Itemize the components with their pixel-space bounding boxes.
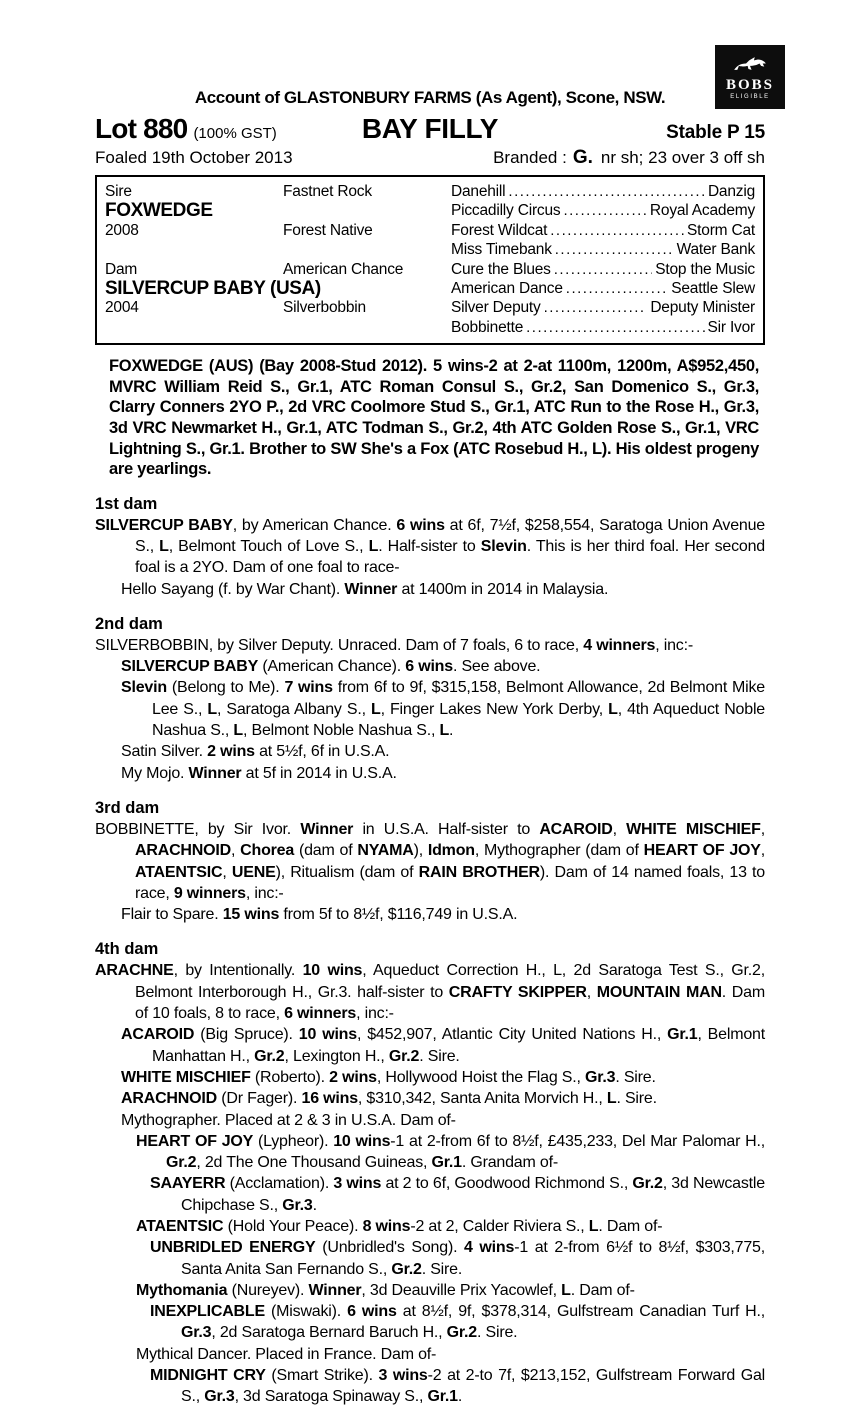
sire-summary: FOXWEDGE (AUS) (Bay 2008-Stud 2012). 5 wins-2 at 2-at 1100m, 1200m, A$952,450, MVRC William Reid S., Gr.1, ATC Roman Consul S., Gr.2, San Domenico S., Gr.3, Clarry Conners 2YO P., 2d VRC Coolmore Stud S., Gr.1, ATC Run to the Rose H., Gr.3, 3d VRC Newmarket H., Gr.1, ATC Todman S., Gr.2, 4th ATC Golden Rose S., Gr.1, VRC Lightning S., Gr.1. Brother to SW She's a Fox (ATC Rosebud H., L). His oldest progeny are yearlings. — [109, 357, 759, 479]
pedigree-note-paragraph: Mythical Dancer. Placed in France. Dam of- — [136, 1345, 437, 1363]
ancestor-name: Bobbinette — [451, 318, 524, 336]
lot-row — [95, 113, 765, 144]
catalogue-page — [95, 45, 775, 1408]
pedigree-note-paragraph: ARACHNE, by Intentionally. 10 wins, Aqueduct Correction H., L, 2d Saratoga Test S., Gr.2, Belmont Interborough H., Gr.3. half-sister to CRAFTY SKIPPER, MOUNTAIN MAN. Dam of 10 foals, 8 to race, 6 winners, inc:- — [95, 962, 765, 1023]
dot-leader — [508, 182, 705, 201]
pedigree-ancestor-row — [451, 260, 755, 279]
dot-leader — [550, 221, 684, 240]
dot-leader — [555, 240, 674, 259]
pedigree-parent-name: Forest Native — [283, 221, 373, 239]
pedigree-note-paragraph: Hello Sayang (f. by War Chant). Winner at 1400m in 2014 in Malaysia. — [121, 580, 609, 598]
ancestor-sire-name: Royal Academy — [649, 202, 755, 220]
pedigree-label — [105, 240, 283, 259]
bobs-logo — [715, 45, 785, 109]
pedigree-parent-name: Fastnet Rock — [283, 183, 372, 200]
brand-detail: nr sh; 23 over 3 off sh — [600, 148, 765, 167]
bobs-logo-text: BOBS — [725, 76, 775, 93]
pedigree-note-paragraph: Slevin (Belong to Me). 7 wins from 6f to 9f, $315,158, Belmont Allowance, 2d Belmont Mike Lee S., L, Saratoga Albany S., L, Finger Lakes New York Derby, L, 4th Aqueduct Noble Nashua S., L, Belmont Noble Nashua S., L. — [121, 679, 765, 740]
dam-sections — [95, 494, 765, 1408]
ancestor-sire-name: Water Bank — [676, 241, 755, 259]
horse-icon — [729, 54, 771, 78]
foaled-row — [95, 147, 765, 168]
ancestor-name: Forest Wildcat — [451, 221, 548, 239]
pedigree-principal-name: SILVERCUP BABY (USA) — [105, 277, 321, 299]
dam-section-heading: 3rd dam — [95, 798, 160, 817]
pedigree-label: 2004 — [105, 299, 139, 317]
horse-description: BAY FILLY — [361, 113, 499, 144]
pedigree-note-paragraph: BOBBINETTE, by Sir Ivor. Winner in U.S.A. Half-sister to ACAROID, WHITE MISCHIEF, ARACHNOID, Chorea (dam of NYAMA), Idmon, Mythographer (dam of HEART OF JOY, ATAENTSIC, UENE), Ritualism (dam of RAIN BROTHER). Dam of 14 named foals, 13 to race, 9 winners, inc:- — [95, 820, 765, 902]
pedigree-ancestor-row — [451, 221, 755, 240]
pedigree-note-paragraph: SILVERBOBBIN, by Silver Deputy. Unraced. Dam of 7 foals, 6 to race, 4 winners, inc:- — [95, 636, 693, 654]
ancestor-sire-name: Stop the Music — [655, 260, 755, 278]
pedigree-note-paragraph: SILVERCUP BABY (American Chance). 6 wins. See above. — [121, 658, 541, 676]
pedigree-note-paragraph: HEART OF JOY (Lypheor). 10 wins-1 at 2-from 6f to 8½f, £435,233, Del Mar Palomar H., Gr.2, 2d The One Thousand Guineas, Gr.1. Grandam of- — [136, 1132, 765, 1172]
pedigree-ancestor-row — [451, 201, 755, 220]
ancestor-name: Silver Deputy — [451, 299, 541, 317]
lot-number: Lot 880 — [95, 113, 188, 144]
ancestor-name: Danehill — [451, 183, 506, 200]
dot-leader — [566, 279, 668, 298]
pedigree-parent-name — [283, 318, 451, 337]
pedigree-table — [95, 175, 765, 345]
pedigree-ancestor-row — [451, 240, 755, 259]
pedigree-note-paragraph: WHITE MISCHIEF (Roberto). 2 wins, Hollywood Hoist the Flag S., Gr.3. Sire. — [121, 1068, 656, 1086]
pedigree-label: Sire — [105, 183, 132, 200]
account-line: Account of GLASTONBURY FARMS (As Agent), Scone, NSW. — [194, 88, 666, 107]
dot-leader — [563, 201, 646, 220]
pedigree-note-paragraph: ARACHNOID (Dr Fager). 16 wins, $310,342, Santa Anita Morvich H., L. Sire. — [121, 1090, 657, 1108]
brand-info — [493, 147, 765, 168]
ancestor-sire-name: Sir Ivor — [707, 318, 755, 336]
ancestor-name: Miss Timebank — [451, 241, 552, 259]
pedigree-note-paragraph: Satin Silver. 2 wins at 5½f, 6f in U.S.A. — [121, 743, 390, 761]
pedigree-grid — [105, 182, 755, 337]
foaled-date: Foaled 19th October 2013 — [95, 148, 293, 167]
stable-number: Stable P 15 — [666, 122, 765, 143]
ancestor-name: Cure the Blues — [451, 260, 551, 278]
brand-mark: G. — [572, 147, 593, 168]
ancestor-sire-name: Seattle Slew — [671, 279, 755, 297]
pedigree-ancestor-row — [451, 318, 755, 337]
pedigree-ancestor-row — [451, 279, 755, 298]
dot-leader — [544, 298, 648, 317]
pedigree-note-paragraph: UNBRIDLED ENERGY (Unbridled's Song). 4 wins-1 at 2-from 6½f to 8½f, $303,775, Santa Anita San Fernando S., Gr.2. Sire. — [150, 1239, 765, 1278]
pedigree-ancestor-row — [451, 298, 755, 317]
ancestor-sire-name: Danzig — [707, 183, 755, 200]
dot-leader — [554, 260, 653, 279]
pedigree-note-paragraph: Mythographer. Placed at 2 & 3 in U.S.A. Dam of- — [121, 1111, 456, 1129]
dam-section-heading: 1st dam — [95, 494, 158, 513]
bobs-logo-subtext: ELIGIBLE — [730, 93, 770, 100]
branded-label: Branded : — [493, 148, 567, 167]
pedigree-label: 2008 — [105, 221, 139, 239]
ancestor-name: Piccadilly Circus — [451, 202, 561, 220]
pedigree-note-paragraph: MIDNIGHT CRY (Smart Strike). 3 wins-2 at 2-to 7f, $213,152, Gulfstream Forward Gal S., Gr.3, 3d Saratoga Spinaway S., Gr.1. — [150, 1367, 765, 1406]
pedigree-label: Dam — [105, 260, 138, 278]
ancestor-sire-name: Storm Cat — [687, 221, 755, 239]
ancestor-name: American Dance — [451, 279, 563, 297]
pedigree-parent-name: American Chance — [283, 260, 404, 278]
dot-leader — [526, 318, 704, 337]
ancestor-sire-name: Deputy Minister — [650, 299, 755, 317]
pedigree-note-paragraph: INEXPLICABLE (Miswaki). 6 wins at 8½f, 9f, $378,314, Gulfstream Canadian Turf H., Gr.3, 2d Saratoga Bernard Baruch H., Gr.2. Sire. — [150, 1303, 765, 1342]
pedigree-note-paragraph: SAAYERR (Acclamation). 3 wins at 2 to 6f, Goodwood Richmond S., Gr.2, 3d Newcastle Chipchase S., Gr.3. — [150, 1175, 765, 1214]
pedigree-parent-name — [283, 240, 451, 259]
pedigree-note-paragraph: Mythomania (Nureyev). Winner, 3d Deauville Prix Yacowlef, L. Dam of- — [136, 1281, 635, 1299]
pedigree-label — [105, 318, 283, 337]
pedigree-note-paragraph: ATAENTSIC (Hold Your Peace). 8 wins-2 at 2, Calder Riviera S., L. Dam of- — [136, 1218, 663, 1235]
dam-section-heading: 4th dam — [95, 940, 159, 959]
lot-left — [95, 113, 277, 145]
pedigree-note-paragraph: ACAROID (Big Spruce). 10 wins, $452,907, Atlantic City United Nations H., Gr.1, Belmont Manhattan H., Gr.2, Lexington H., Gr.2. Sire. — [121, 1026, 765, 1065]
pedigree-note-paragraph: Flair to Spare. 15 wins from 5f to 8½f, $116,749 in U.S.A. — [121, 906, 518, 924]
pedigree-principal-name: FOXWEDGE — [105, 200, 213, 222]
pedigree-parent-name: Silverbobbin — [283, 299, 366, 317]
gst-note: (100% GST) — [193, 125, 277, 142]
pedigree-ancestor-row — [451, 182, 755, 201]
dam-section-heading: 2nd dam — [95, 614, 163, 633]
pedigree-note-paragraph: SILVERCUP BABY, by American Chance. 6 wins at 6f, 7½f, $258,554, Saratoga Union Avenue S., L, Belmont Touch of Love S., L. Half-sister to Slevin. This is her third foal. Her second foal is a 2YO. Dam of one foal to race- — [95, 516, 765, 577]
pedigree-note-paragraph: My Mojo. Winner at 5f in 2014 in U.S.A. — [121, 764, 397, 782]
